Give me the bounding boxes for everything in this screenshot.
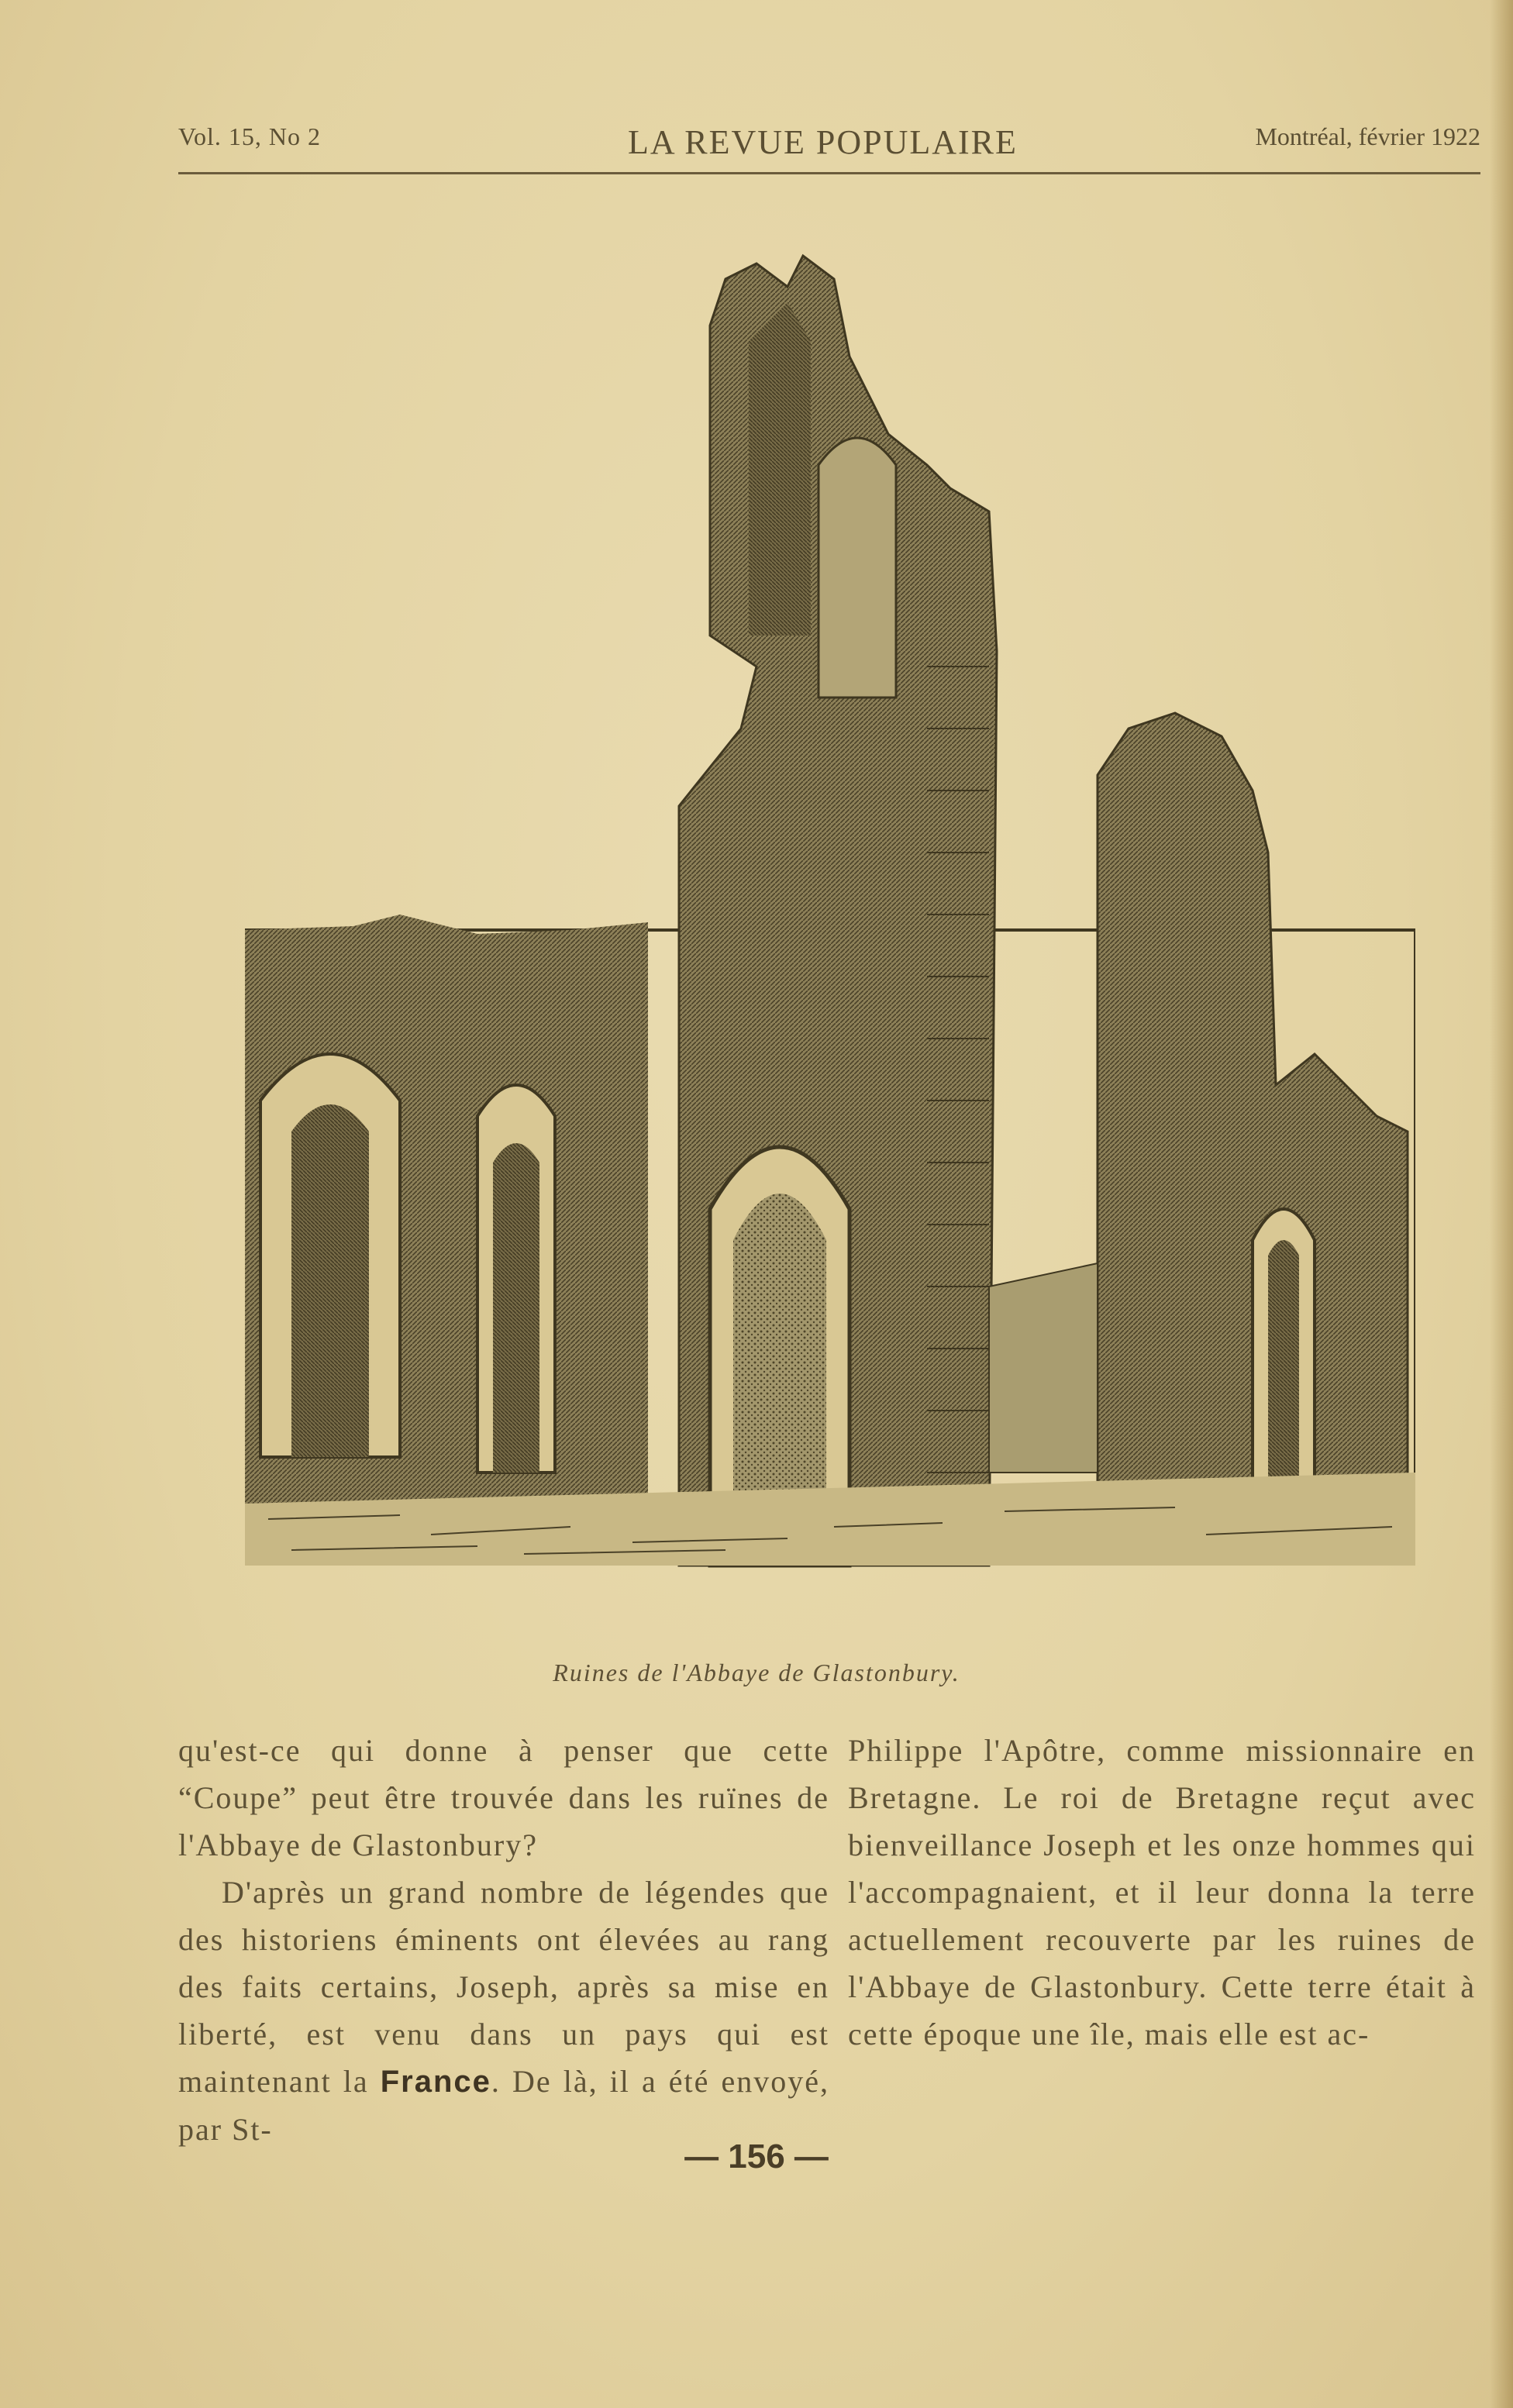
bold-word: France [380,2065,491,2099]
paragraph-text: D'après un grand nombre de légendes que des historiens éminents ont élevées au rang des faits certains, Joseph, après sa mise en liberté, est venu dans un pays qui est maintenant la [178,1875,829,2099]
volume-number: Vol. 15, No 2 [178,122,321,150]
abbey-ruins-engraving [245,233,1415,1628]
text-column-left [178,1727,829,2153]
paragraph: Philippe l'Apôtre, comme missionnaire en Bretagne. Le roi de Bretagne reçut avec bienveillance Joseph et les onze hommes qui l'accompagnaient, et il leur donna la terre actuellement recouverte par les ruines de l'Abbaye de Glastonbury. Cette terre était à cette époque une île, mais elle est ac- [848,1733,1476,2051]
running-header [178,116,1480,174]
journal-title: LA REVUE POPULAIRE [628,123,1018,161]
paragraph-text: . De là, il a été envoyé, par St- [178,2064,829,2147]
paragraph [178,1869,829,2153]
text-column-right [848,1727,1476,2058]
paragraph: qu'est-ce qui donne à penser que cette “Coupe” peut être trouvée dans les ruïnes de l'Abbaye de Glastonbury? [178,1733,829,1862]
engraving-illustration [245,233,1415,1628]
page-number: — 156 — [684,2138,829,2175]
issue-date: Montréal, février 1922 [1255,122,1480,150]
figure-caption: Ruines de l'Abbaye de Glastonbury. [553,1659,960,1686]
page-edge-shadow [1490,0,1513,2408]
